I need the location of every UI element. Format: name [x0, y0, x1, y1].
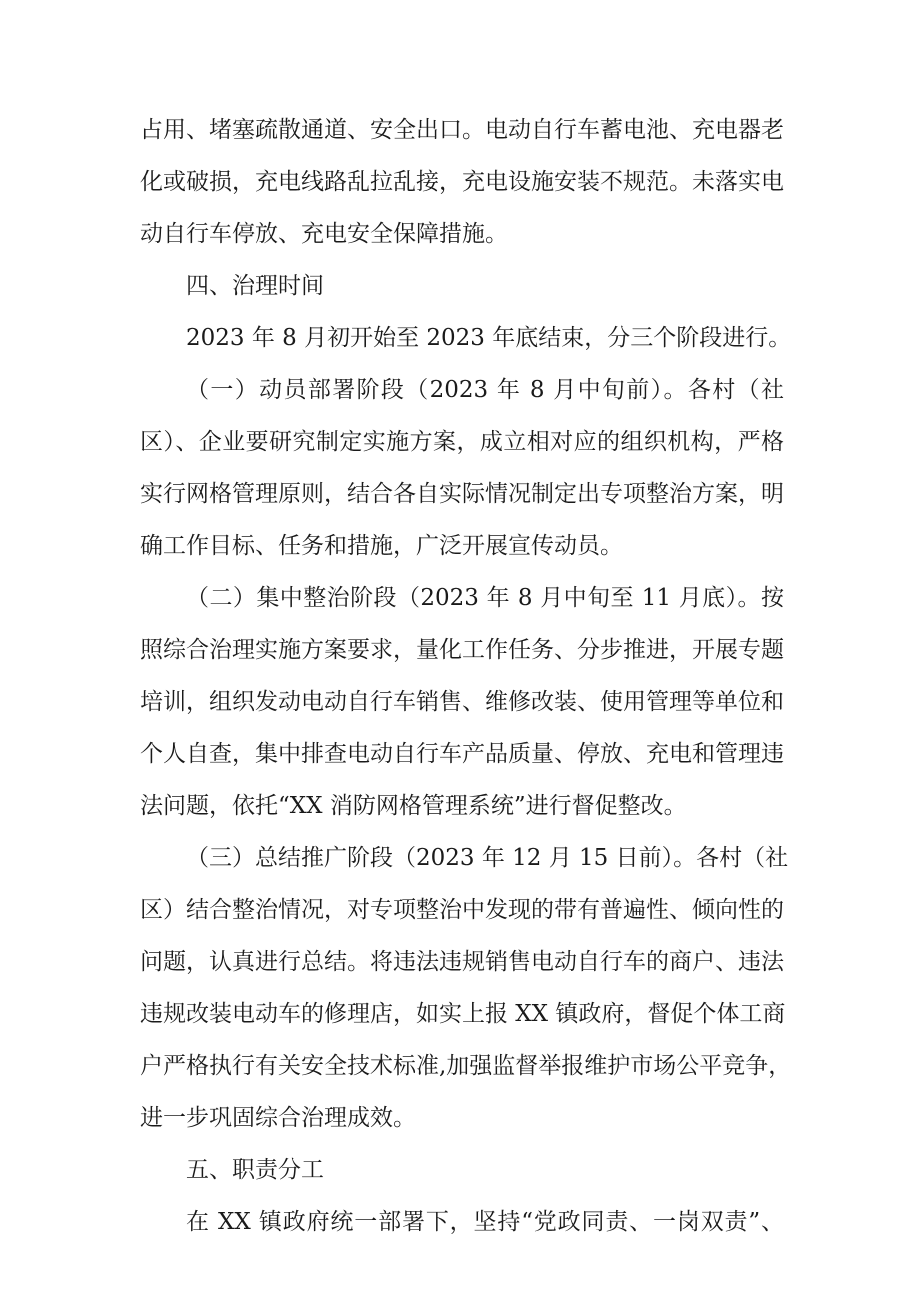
text-line: 动自行车停放、充电安全保障措施。 [140, 221, 508, 247]
text-line: 培训，组织发动电动自行车销售、维修改装、使用管理等单位和 [140, 689, 784, 715]
paragraph-stage-mobilization [140, 364, 784, 572]
text-line: 户严格执行有关安全技术标准,加强监督举报维护市场公平竞争， [140, 1053, 792, 1079]
text-line: 区）结合整治情况，对专项整治中发现的带有普遍性、倾向性的 [140, 897, 784, 923]
text-line: 化或破损，充电线路乱拉乱接，充电设施安装不规范。未落实电 [140, 169, 784, 195]
text-line: （一）动员部署阶段（2023 年 8 月中旬前）。各村（社 [186, 377, 784, 403]
section-heading-responsibilities [140, 1144, 784, 1196]
text-line: 实行网格管理原则，结合各自实际情况制定出专项整治方案，明 [140, 481, 784, 507]
paragraph-responsibilities [140, 1196, 784, 1248]
paragraph-stage-rectification [140, 572, 784, 832]
text-line: （二）集中整治阶段（2023 年 8 月中旬至 11 月底）。按 [186, 585, 784, 611]
text-line: 照综合治理实施方案要求，量化工作任务、分步推进，开展专题 [140, 637, 784, 663]
heading-text: 五、职责分工 [186, 1157, 324, 1183]
paragraph-schedule-overview [140, 312, 792, 364]
text-line: 区）、企业要研究制定实施方案，成立相对应的组织机构，严格 [140, 429, 784, 455]
paragraph-stage-summary [140, 832, 792, 1144]
text-line: 违规改装电动车的修理店，如实上报 XX 镇政府，督促个体工商 [140, 1001, 786, 1027]
text-line: 问题，认真进行总结。将违法违规销售电动自行车的商户、违法 [140, 949, 784, 975]
document-page [140, 104, 792, 1248]
text-line: 在 XX 镇政府统一部署下，坚持“党政同责、一岗双责”、 [186, 1209, 784, 1235]
text-line: 2023 年 8 月初开始至 2023 年底结束，分三个阶段进行。 [186, 325, 792, 351]
text-line: 占用、堵塞疏散通道、安全出口。电动自行车蓄电池、充电器老 [140, 117, 784, 143]
text-line: 法问题，依托“XX 消防网格管理系统”进行督促整改。 [140, 793, 687, 819]
heading-text: 四、治理时间 [186, 273, 324, 299]
paragraph-continuation [140, 104, 784, 260]
text-line: 进一步巩固综合治理成效。 [140, 1105, 416, 1131]
text-line: 个人自查，集中排查电动自行车产品质量、停放、充电和管理违 [140, 741, 784, 767]
section-heading-governance-time [140, 260, 784, 312]
text-line: （三）总结推广阶段（2023 年 12 月 15 日前）。各村（社 [186, 845, 789, 871]
text-line: 确工作目标、任务和措施，广泛开展宣传动员。 [140, 533, 623, 559]
